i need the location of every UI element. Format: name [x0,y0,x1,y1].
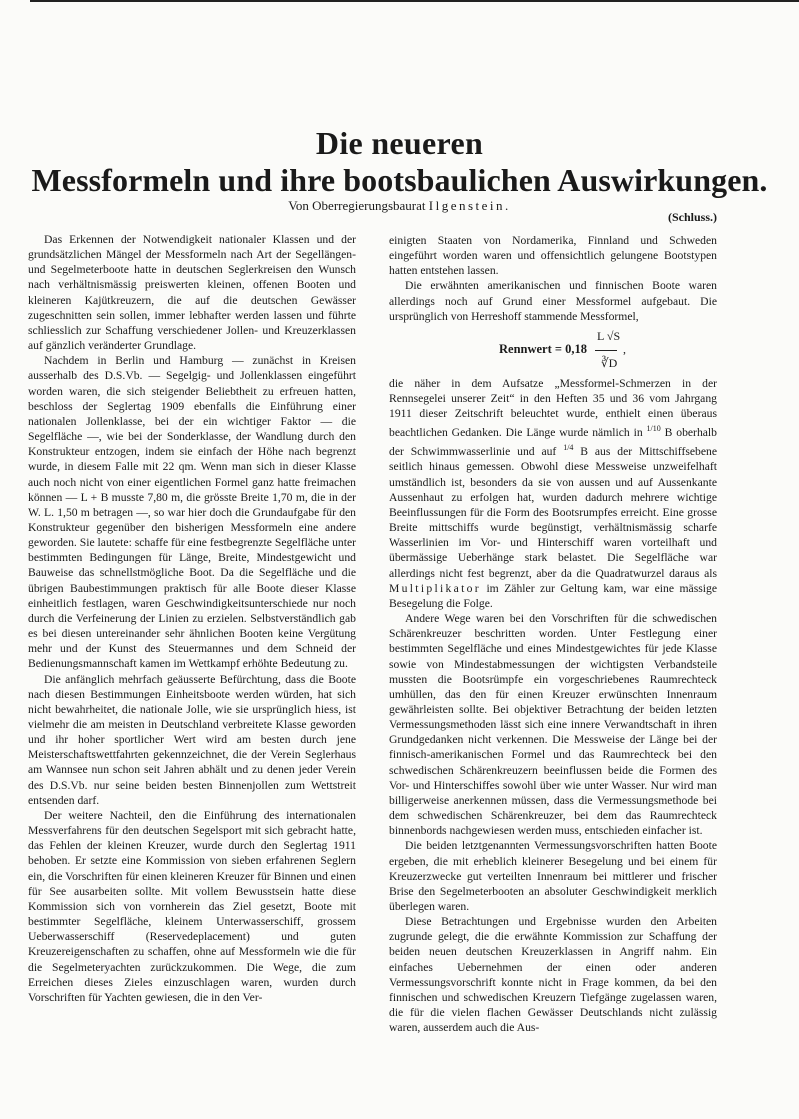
article-title [0,125,799,198]
fraction-bar [595,350,617,351]
paragraph: Die erwähnten amerikanischen und finnischen Boote waren allerdings noch auf Grund einer Messformel aufgebaut. Die ursprünglich von Herreshoff stammende Messformel, [389,279,717,323]
paragraph: Das Erkennen der Notwendigkeit nationaler Klassen und der grundsätzlichen Mängel der Messformeln nach Art der Segellängen- und Segelmeterboote hatte in deutschen Seglerkreisen den Wunsch nach verhältnismässig preiswerten kleinen, offenen Booten und kleineren Kajütkreuzern, die auf die deutschen Gewässer zugeschnitten sein sollen, immer lebhafter werden lassen und führte schliesslich zur Schaffung verschiedener Jollen- und Kreuzerklassen auf gänzlich veränderter Grundlage. [28,233,356,353]
top-rule [30,0,799,2]
title-line-1: Die neueren [315,125,484,161]
paragraph: Der weitere Nachteil, den die Einführung des internationalen Messverfahrens für den deutschen Segelsport mit sich gebracht hatte, das Fehlen der kleinen Kreuzer, wurde durch den Seglertag 1911 behoben. Er setzte eine Kommission von sieben erfahrenen Seglern ein, die Vorschriften für einen kleineren Kreuzer für Binnen und einen für See ausarbeiten sollte. Mit vollem Bewusstsein hatte diese Kommission sich von vornherein das Ziel gesetzt, Boote mit bestimmter Segelfläche, kleinem Unterwasserschiff, grossem Ueberwasserschiff (Reservedeplacement) und guten Kreuzereigenschaften zu schaffen, ohne auf Messformeln wie die für die Segelmeteryachten zurückzukommen. Die Wege, die zum Erreichen dieses Zieles einzuschlagen waren, wurden durch Vorschriften für Yachten gewiesen, die in den Ver- [28,808,356,1004]
fraction: 1/10 [646,424,661,434]
byline-prefix: Von Oberregierungsbaurat [288,198,426,213]
continuation-note: (Schluss.) [667,210,717,224]
text-run: die näher in dem Aufsatze „Messformel-Schmerzen in der Rennsegelei unserer Zeit“ in den Heften 35 und 36 vom Jahrgang 1911 dieser Zeitschrift beleuchtet wurde, enthielt einen überaus beachtlichen Gedanken. Die Länge wurde nämlich in [389,376,717,440]
spaced-word: Multiplikator [389,581,481,595]
formula-comma: , [623,341,626,356]
paragraph: einigten Staaten von Nordamerika, Finnland und Schweden eingeführt worden waren und offensichtlich gelungene Bootstypen hatten entstehen lassen. [389,234,717,278]
rennwert-formula [389,326,717,374]
paragraph: Andere Wege waren bei den Vorschriften für die schwedischen Schärenkreuzer beschritten worden. Unter Festlegung einer bestimmten Segelfläche und eines Mindestgewichtes für jede Klasse sowie von Mindestabmessungen der wichtigsten Verbandsteile mussten die Bootsrümpfe ein vorgeschriebenes Raumrechteck umhüllen, das den für einen Kreuzer erwünschten Innenraum gewährleisten sollte. Bei objektiver Betrachtung der beiden letzten Vermessungsmethoden lässt sich eine innere Verwandtschaft in ihren Grundgedanken nicht verkennen. Die Messweise der Länge bei der finnisch-amerikanischen Formel und das Raumrechteck bei den schwedischen Schärenkreuzern beeinflussen beide die Formen des Vor- und Hinterschiffes sowohl über wie unter Wasser. Nur wird man billigerweise anerkennen müssen, dass die Vermessungsmethode bei dem schwedischen Schärenkreuzer, bei dem das Raumrechteck binnenbords nachgewiesen werden muss, entschieden einfacher ist. [389,612,717,838]
right-column [389,233,717,1035]
text-run: im Zähler zur Geltung kam, war eine mässige Besegelung die Folge. [389,581,717,610]
paragraph: Diese Betrachtungen und Ergebnisse wurden den Arbeiten zugrunde gelegt, die die erwähnte Kommission zur Schaffung der beiden neuen deutschen Kreuzerklassen in Angriff nahm. Ein einfaches Uebernehmen der einen oder anderen Vermessungsvorschrift konnte nicht in Frage kommen, da bei den finnischen und schwedischen Kreuzern Tiefgänge zugelassen waren, die für die vielen flachen Gewässer Deutschlands nicht zulässig waren, ausserdem auch die Aus- [389,915,717,1035]
paragraph [389,376,717,611]
text-run: B aus der Mittschiffsebene seitlich hinaus gemessen. Obwohl diese Messweise unzweifelhaft umständlich ist, besonders da sie von aussen und auf Aussenkante Aussenhaut zu erfolgen hat, wurden dadurch mehrere wichtige Beeinflussungen für die Form des Bootsrumpfes erreicht. Eine grosse Breite mittschiffs wurde begünstigt, verhältnismässig scharfe Wasserlinien im Vor- und Hinterschiff waren vorteilhaft und übermässige Ueberhänge stark belastet. Die Segelfläche war allerdings nicht fest begrenzt, aber da die Quadratwurzel daraus als [389,445,717,580]
byline-author: Ilgenstein. [428,198,511,213]
text-run: B oberhalb der Schwimmwasserlinie und auf [389,426,717,459]
formula-lhs: Rennwert = 0,18 [499,341,588,356]
left-column [28,232,356,1005]
title-line-2: Messformeln und ihre bootsbaulichen Auswirkungen. [31,162,768,198]
paragraph: Die beiden letztgenannten Vermessungsvorschriften hatten Boote ergeben, die mit erheblich kleinerer Besegelung und bei einem für Kreuzerzwecke gut verteilten Innenraum bei mittlerer und frischer Brise den Segelmeterbooten an absoluter Geschwindigkeit merklich überlegen waren. [389,839,717,913]
paragraph: Nachdem in Berlin und Hamburg — zunächst in Kreisen ausserhalb des D.S.Vb. — Segelgig- und Jollenklassen eingeführt worden waren, die sich steigender Beliebtheit zu erfreuen hatten, beschloss der Seglertag 1909 ebenfalls die Einführung einer nationalen Jollenklasse, bei der ein wichtiger Faktor — die Segelfläche —, wie bei der Sonderklasse, der Wandlung durch den Konstrukteur entzogen, indem sie einfach der Höhe nach begrenzt wurde, in diesem Falle mit 22 qm. Wenn man sich in dieser Klasse auch noch nicht von einer eigentlichen Formel ganz hatte freimachen können — L + B musste 7,80 m, die grösste Breite 1,70 m, die in der W. L. 1,50 m betragen —, so war hier doch die Grundaufgabe für den Konstrukteur gegenüber den bisherigen Messformeln eine andere geworden. Sie lautete: schaffe für eine festbegrenzte Segelfläche unter bestimmten Bedingungen für Länge, Breite, Mindestgewicht und Bauweise das schnellstmögliche Boot. Da die Segelfläche und die übrigen Baubestimmungen praktisch für alle Boote dieser Klasse einheitlich festlagen, waren Geschwindigkeitsunterschiede nur noch durch die Verfeinerung der Linien zu erzielen. Selbstverständlich gab es bei diesen untereinander sehr ähnlichen Booten keine Vergütung mehr und der Kunst des Steuermannes und dem Schneid der Bedienungsmannschaft kamen im Wettkampf erhöhte Bedeutung zu. [28,354,356,671]
paragraph: Die anfänglich mehrfach geäusserte Befürchtung, dass die Boote nach diesen Bestimmungen Einheitsboote werden würden, hat sich nicht bewahrheitet, die nationale Jolle, wie sie ursprünglich hiess, ist vielmehr die am meisten in Deutschland verbreitete Klasse geworden und ihr hoher sportlicher Wert wird am besten durch jene Meisterschaftswettfahrten gekennzeichnet, die der Verein Seglerhaus am Wannsee nun schon seit Jahren abhält und zu denen jeder Verein des D.S.Vb. nur seine beiden besten Binnenjollen zum Wettstreit entsenden darf. [28,672,356,807]
fraction: 1/4 [563,443,574,453]
formula-numerator: L √S [597,328,621,343]
formula-denominator: ∛D [601,355,618,370]
